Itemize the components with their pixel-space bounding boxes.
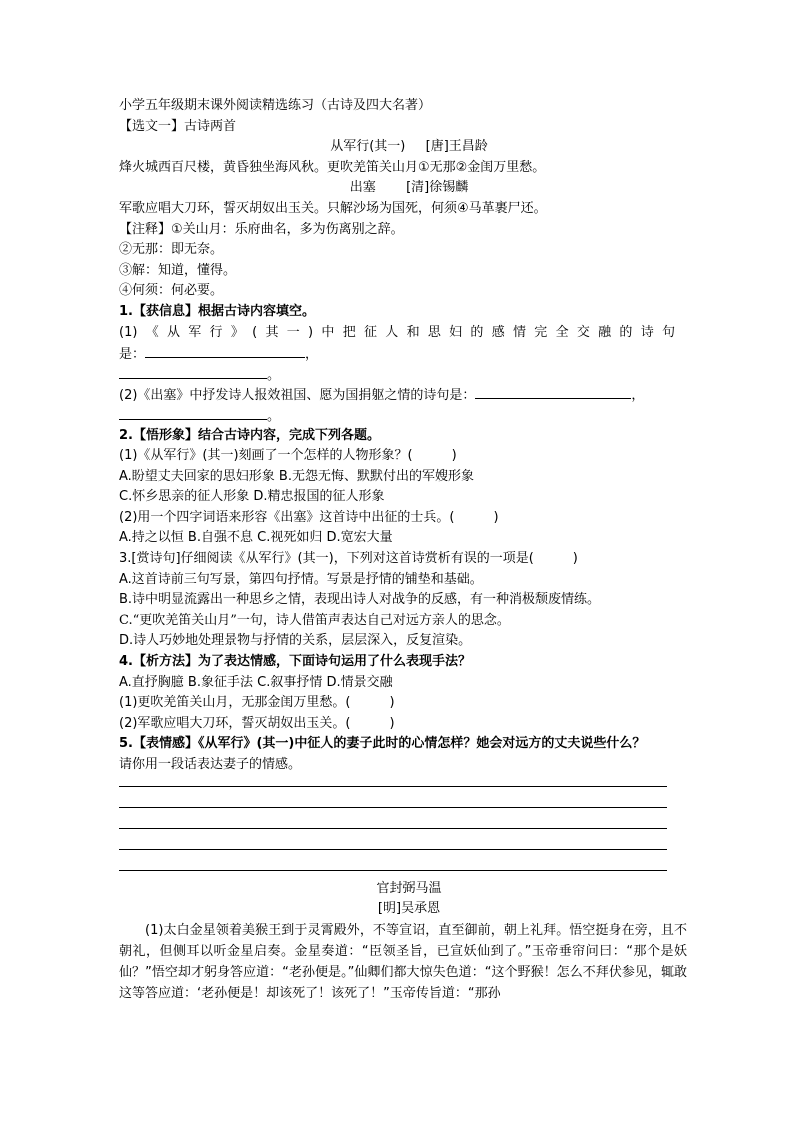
q4-heading: 4.【析方法】为了表达情感，下面诗句运用了什么表现手法？ [119,654,471,670]
answer-line[interactable] [119,807,667,808]
poem1-author: [唐]王昌龄 [425,139,488,155]
poem1-heading [119,137,699,158]
worksheet-title: 小学五年级期末课外阅读精选练习（古诗及四大名著） [119,98,432,113]
q2-sub1-options-b: C.怀乡思亲的征人形象 D.精忠报国的征人形象 [119,489,385,505]
poem1-text: 烽火城西百尺楼，黄昏独坐海风秋。更吹羌笛关山月①无那②金闺万里愁。 [119,159,546,175]
q3-option-c: C.“更吹羌笛关山月”一句，诗人借笛声表达自己对远方亲人的思念。 [119,612,510,628]
section2-title: 官封弼马温 [376,880,442,896]
answer-line[interactable] [119,786,667,787]
q4-sub1: (1)更吹羌笛关山月，无那金闺万里愁。( ) [119,695,395,711]
note-1: 【注释】①关山月：乐府曲名，多为伤离别之辞。 [119,221,404,237]
answer-blank[interactable] [475,384,631,399]
q1-sub1-answer-row-2 [119,364,699,385]
q1-sub2-row [119,384,699,405]
q3-option-b: B.诗中明显流露出一种思乡之情，表现出诗人对战争的反感，有一种消极颓废情练。 [119,592,601,608]
poem2-title: 出塞 [349,180,376,196]
q2-sub1-options-a: A.盼望丈夫回家的思妇形象 B.无怨无悔、默默付出的军嫂形象 [119,468,474,484]
poem2-author: [清]徐锡麟 [406,180,469,196]
q5-line1: 5.【表情感】《从军行》(其一)中征人的妻子此时的心情怎样？她会对远方的丈夫说些什么？ [119,736,646,752]
q2-sub2: (2)用一个四字词语来形容《出塞》这首诗中出征的士兵。( ) [119,509,499,525]
comma: ， [631,388,645,404]
q1-sub1-answer-row [119,343,699,364]
q2-heading: 2.【悟形象】结合古诗内容，完成下列各题。 [119,427,380,443]
poem2-text: 军歌应唱大刀环，誓灭胡奴出玉关。只解沙场为国死，何须④马革裹尸还。 [119,200,547,216]
q4-sub2: (2)军歌应唱大刀环，誓灭胡奴出玉关。( ) [119,715,395,731]
note-4: ④何须：何必要。 [119,283,224,299]
answer-blank[interactable] [145,343,305,358]
note-3: ③解：知道，懂得。 [119,262,237,278]
section2-author: [明]吴承恩 [377,901,441,917]
q3-option-a: A.这首诗前三句写景，第四句抒情。写景是抒情的铺垫和基础。 [119,571,483,587]
q4-options: A.直抒胸臆 B.象征手法 C.叙事抒情 D.情景交融 [119,674,393,690]
note-2: ②无那：即无奈。 [119,242,224,258]
answer-blank[interactable] [119,405,267,420]
answer-line[interactable] [119,849,667,850]
q3-heading: 3.[赏诗句]仔细阅读《从军行》(其一)，下列对这首诗赏析有误的一项是( ) [119,551,578,567]
worksheet-page [119,96,699,1004]
section2-paragraph: (1)太白金星领着美猴王到于灵霄殿外，不等宣诏，直至御前，朝上礼拜。悟空挺身在旁，且不朝礼，但侧耳以听金星启奏。金星奏道：“臣领圣旨，已宣妖仙到了。”玉帝垂帘问曰：“那个是妖仙？”悟空却才躬身答应道：“老孙便是。”仙卿们都大惊失色道：“这个野猴！怎么不拜伏参见，辄敢这等答应道：‘老孙便是！却该死了！该死了！”玉帝传旨道：“那孙 [119,922,687,1001]
q1-sub1: (1)《从军行》(其一)中把征人和思妇的感情完全交融的诗句 [119,324,675,340]
q3-option-d: D.诗人巧妙地处理景物与抒情的关系，层层深入，反复渲染。 [119,633,472,649]
q1-sub2-answer-row-2 [119,405,699,426]
q1-sub1-prefix: 是： [119,347,146,363]
period: 。 [267,408,281,424]
answer-line[interactable] [119,828,667,829]
q1-heading: 1.【获信息】根据古诗内容填空。 [119,303,315,319]
poem1-title: 从军行(其一) [330,139,406,155]
period: 。 [267,367,281,383]
answer-line[interactable] [119,870,667,871]
answer-blank[interactable] [119,364,267,379]
q5-answer-lines[interactable] [119,776,699,871]
q2-sub2-options: A.持之以恒 B.自强不息 C.视死如归 D.宽宏大量 [119,530,393,546]
poem2-heading [119,178,699,199]
comma: ， [305,347,319,363]
q5-line2: 请你用一段话表达妻子的情感。 [119,757,302,772]
q1-sub2: (2)《出塞》中抒发诗人报效祖国、愿为国捐躯之情的诗句是： [119,388,476,404]
section1-heading: 【选文一】古诗两首 [119,118,237,134]
q2-sub1: (1)《从军行》(其一)刻画了一个怎样的人物形象？( ) [119,448,457,464]
